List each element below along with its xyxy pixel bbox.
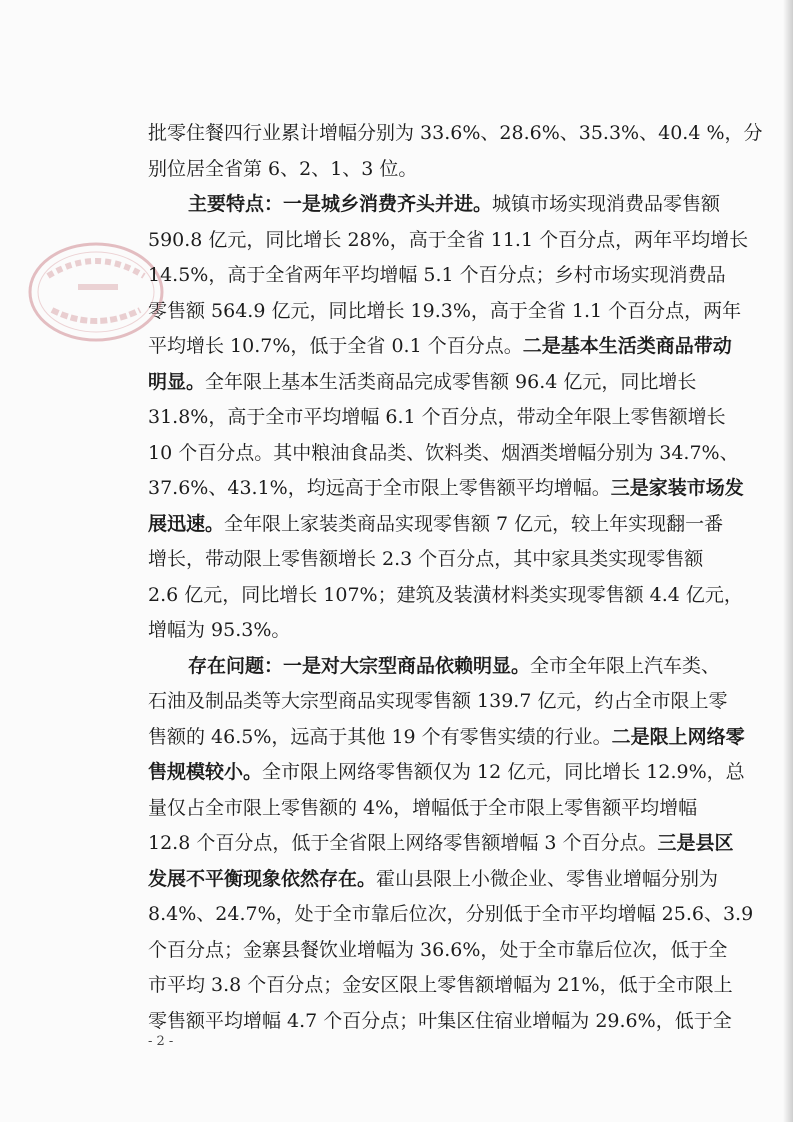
body-text-run: 590.8 亿元，同比增长 28%，高于全省 11.1 个百分点，两年平均增长 [148, 228, 749, 251]
bold-heading-text: 主要特点：一是城乡消费齐头并进。 [188, 193, 493, 215]
body-text-run: 批零住餐四行业累计增幅分别为 33.6%、28.6%、35.3%、40.4 %，分 [148, 122, 763, 144]
body-text-run: 个百分点；金寨县餐饮业增幅为 36.6%，处于全市靠后位次，低于全 [148, 938, 728, 961]
body-text-run: 市平均 3.8 个百分点；金安区限上零售额增幅为 21%，低于全市限上 [148, 974, 733, 996]
bold-heading-text: 发展不平衡现象依然存在。 [148, 867, 377, 890]
body-text-run: 零售额平均增幅 4.7 个百分点；叶集区住宿业增幅为 29.6%，低于全 [148, 1009, 732, 1032]
text-line [148, 1004, 732, 1040]
text-line [148, 400, 726, 436]
bold-heading-text: 三是家装市场发 [610, 477, 744, 499]
body-text [148, 116, 763, 1039]
text-line [148, 649, 721, 685]
body-text-run: 别位居全省第 6、2、1、3 位。 [148, 157, 418, 180]
body-text-run: 石油及制品类等大宗型商品实现零售额 139.7 亿元，约占全市限上零 [148, 690, 728, 712]
body-text-run: 8.4%、24.7%，处于全市靠后位次，分别低于全市平均增幅 25.6、3.9 [148, 903, 754, 925]
text-line [148, 365, 697, 401]
text-line [148, 684, 728, 720]
text-line [148, 116, 763, 152]
text-line [148, 897, 754, 933]
body-text-run: 14.5%，高于全省两年平均增幅 5.1 个百分点；乡村市场实现消费品 [148, 264, 726, 286]
text-line [148, 436, 739, 472]
body-text-run: 零售额 564.9 亿元，同比增长 19.3%，高于全省 1.1 个百分点，两年 [148, 299, 742, 322]
body-text-run: 售额的 46.5%，远高于其他 19 个有零售实绩的行业。 [148, 725, 612, 748]
body-text-run: 城镇市场实现消费品零售额 [492, 193, 721, 215]
scan-edge-shadow [783, 0, 793, 1122]
body-text-run: 增长，带动限上零售额增长 2.3 个百分点，其中家具类实现零售额 [148, 548, 704, 570]
body-text-run: 37.6%、43.1%，均远高于全市限上零售额平均增幅。 [148, 477, 611, 499]
body-text-run: 10 个百分点。其中粮油食品类、饮料类、烟酒类增幅分别为 34.7%、 [148, 441, 739, 464]
text-line [148, 507, 724, 543]
body-text-run: 霍山县限上小微企业、零售业增幅分别为 [376, 867, 719, 890]
text-line [148, 223, 749, 259]
text-line [148, 578, 743, 614]
bold-heading-text: 三是县区 [657, 832, 734, 854]
text-line [148, 258, 726, 294]
body-text-run: 全市限上网络零售额仅为 12 亿元，同比增长 12.9%，总 [262, 761, 745, 783]
body-text-run: 12.8 个百分点，低于全省限上网络零售额增幅 3 个百分点。 [148, 832, 658, 854]
body-text-run: 增幅为 95.3%。 [148, 619, 291, 641]
body-text-run: 全市全年限上汽车类、 [530, 654, 721, 677]
body-text-run: 量仅占全市限上零售额的 4%，增幅低于全市限上零售额平均增幅 [148, 796, 698, 819]
text-line [148, 791, 698, 827]
red-seal-stamp [18, 236, 168, 348]
text-line [148, 187, 721, 223]
text-line [148, 755, 745, 791]
body-text-run: 平均增长 10.7%，低于全省 0.1 个百分点。 [148, 335, 523, 357]
text-line [148, 471, 744, 507]
text-line [148, 862, 719, 898]
text-line [148, 826, 734, 862]
text-line [148, 933, 728, 969]
body-text-run: 2.6 亿元，同比增长 107%；建筑及装潢材料类实现零售额 4.4 亿元， [148, 583, 743, 606]
bold-heading-text: 售规模较小。 [148, 761, 263, 783]
text-line [148, 152, 688, 188]
text-line [148, 968, 733, 1004]
text-line [148, 613, 688, 649]
page-number: - 2 - [148, 1034, 174, 1049]
bold-heading-text: 二是基本生活类商品带动 [522, 335, 732, 357]
bold-heading-text: 展迅速。 [148, 512, 225, 535]
text-line [148, 329, 732, 365]
body-text-run: 全年限上家装类商品实现零售额 7 亿元，较上年实现翻一番 [224, 512, 724, 535]
body-text-run: 31.8%，高于全市平均增幅 6.1 个百分点，带动全年限上零售额增长 [148, 406, 726, 428]
bold-heading-text: 存在问题：一是对大宗型商品依赖明显。 [188, 654, 531, 677]
body-text-run: 全年限上基本生活类商品完成零售额 96.4 亿元，同比增长 [205, 370, 697, 393]
text-line [148, 542, 704, 578]
text-line [148, 294, 742, 330]
text-line [148, 720, 745, 756]
bold-heading-text: 明显。 [148, 370, 206, 393]
bold-heading-text: 二是限上网络零 [611, 725, 745, 748]
